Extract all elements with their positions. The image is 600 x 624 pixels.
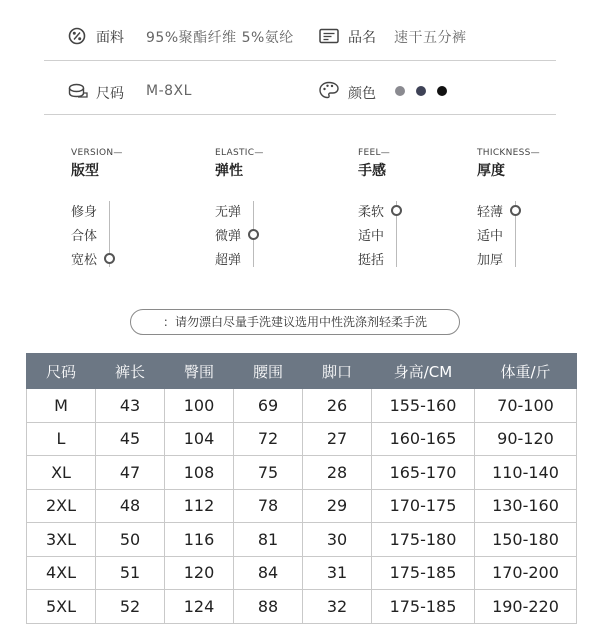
table-cell: 81 bbox=[234, 523, 303, 557]
size-chart-header: 尺码 bbox=[27, 354, 96, 389]
table-cell: 150-180 bbox=[475, 523, 577, 557]
table-cell: 72 bbox=[234, 422, 303, 456]
color-swatch[interactable] bbox=[416, 86, 426, 96]
fabric-percent-icon bbox=[68, 27, 86, 45]
attribute-option: 适中 bbox=[477, 229, 504, 244]
table-cell: 88 bbox=[234, 590, 303, 624]
attribute-en-label: FEEL— bbox=[358, 148, 391, 158]
table-row bbox=[27, 422, 577, 456]
size-chart-body bbox=[27, 389, 577, 624]
table-cell: 130-160 bbox=[475, 489, 577, 523]
table-row bbox=[27, 523, 577, 557]
table-cell: 170-200 bbox=[475, 556, 577, 590]
table-cell: 51 bbox=[96, 556, 165, 590]
divider bbox=[44, 60, 556, 61]
table-cell: 175-185 bbox=[372, 556, 475, 590]
attribute-zh-label: 弹性 bbox=[215, 163, 243, 179]
table-cell: 43 bbox=[96, 389, 165, 423]
table-row bbox=[27, 590, 577, 624]
attribute-zh-label: 厚度 bbox=[477, 163, 505, 179]
table-cell: M bbox=[27, 389, 96, 423]
attribute-selected-marker bbox=[510, 205, 521, 216]
attribute-zh-label: 版型 bbox=[71, 163, 99, 179]
measuring-tape-icon bbox=[68, 82, 88, 100]
product-name-label: 品名 bbox=[348, 30, 376, 46]
table-cell: 30 bbox=[303, 523, 372, 557]
table-cell: 175-180 bbox=[372, 523, 475, 557]
table-cell: 4XL bbox=[27, 556, 96, 590]
table-cell: 52 bbox=[96, 590, 165, 624]
table-cell: 31 bbox=[303, 556, 372, 590]
table-cell: 110-140 bbox=[475, 456, 577, 490]
table-cell: 70-100 bbox=[475, 389, 577, 423]
size-chart-header-row bbox=[27, 354, 577, 389]
size-chart-header: 身高/CM bbox=[372, 354, 475, 389]
color-swatch[interactable] bbox=[437, 86, 447, 96]
size-chart-header: 脚口 bbox=[303, 354, 372, 389]
table-cell: L bbox=[27, 422, 96, 456]
fabric-label: 面料 bbox=[96, 30, 124, 46]
care-instructions-note: ：请勿漂白尽量手洗建议选用中性洗涤剂轻柔手洗 bbox=[130, 309, 460, 335]
size-chart-header: 裤长 bbox=[96, 354, 165, 389]
attribute-option: 无弹 bbox=[215, 205, 242, 220]
table-cell: 155-160 bbox=[372, 389, 475, 423]
color-label: 颜色 bbox=[348, 86, 376, 102]
size-label: 尺码 bbox=[96, 86, 124, 102]
product-name-value: 速干五分裤 bbox=[394, 30, 467, 46]
fabric-value: 95%聚酯纤维 5%氨纶 bbox=[146, 30, 294, 46]
table-cell: 2XL bbox=[27, 489, 96, 523]
table-cell: 29 bbox=[303, 489, 372, 523]
attribute-en-label: VERSION— bbox=[71, 148, 123, 158]
table-cell: 116 bbox=[165, 523, 234, 557]
table-cell: 47 bbox=[96, 456, 165, 490]
table-cell: 78 bbox=[234, 489, 303, 523]
palette-icon bbox=[319, 81, 339, 99]
size-chart-header: 体重/斤 bbox=[475, 354, 577, 389]
table-cell: 124 bbox=[165, 590, 234, 624]
table-cell: 3XL bbox=[27, 523, 96, 557]
table-cell: 108 bbox=[165, 456, 234, 490]
attribute-en-label: ELASTIC— bbox=[215, 148, 264, 158]
attribute-option: 微弹 bbox=[215, 229, 242, 244]
product-card-icon bbox=[319, 28, 339, 44]
table-cell: 112 bbox=[165, 489, 234, 523]
attribute-zh-label: 手感 bbox=[358, 163, 386, 179]
table-cell: 190-220 bbox=[475, 590, 577, 624]
color-swatch[interactable] bbox=[395, 86, 405, 96]
attribute-option: 柔软 bbox=[358, 205, 385, 220]
table-cell: 50 bbox=[96, 523, 165, 557]
table-cell: 120 bbox=[165, 556, 234, 590]
table-cell: 100 bbox=[165, 389, 234, 423]
table-row bbox=[27, 389, 577, 423]
attribute-option: 加厚 bbox=[477, 253, 504, 268]
attribute-option: 轻薄 bbox=[477, 205, 504, 220]
table-cell: 170-175 bbox=[372, 489, 475, 523]
table-cell: 165-170 bbox=[372, 456, 475, 490]
table-row bbox=[27, 456, 577, 490]
table-cell: 28 bbox=[303, 456, 372, 490]
attribute-en-label: THICKNESS— bbox=[477, 148, 540, 158]
table-cell: 84 bbox=[234, 556, 303, 590]
table-cell: 160-165 bbox=[372, 422, 475, 456]
table-cell: 75 bbox=[234, 456, 303, 490]
table-cell: 45 bbox=[96, 422, 165, 456]
table-cell: 90-120 bbox=[475, 422, 577, 456]
attribute-selected-marker bbox=[104, 253, 115, 264]
size-chart-header: 臀围 bbox=[165, 354, 234, 389]
attribute-option: 修身 bbox=[71, 205, 98, 220]
table-cell: 27 bbox=[303, 422, 372, 456]
size-value: M-8XL bbox=[146, 83, 192, 99]
attribute-option: 挺括 bbox=[358, 253, 385, 268]
table-row bbox=[27, 556, 577, 590]
table-cell: 26 bbox=[303, 389, 372, 423]
attribute-selected-marker bbox=[391, 205, 402, 216]
size-chart-table bbox=[26, 353, 577, 624]
attribute-option: 超弹 bbox=[215, 253, 242, 268]
table-cell: 175-185 bbox=[372, 590, 475, 624]
table-cell: 48 bbox=[96, 489, 165, 523]
attribute-option: 宽松 bbox=[71, 253, 98, 268]
table-row bbox=[27, 489, 577, 523]
table-cell: 69 bbox=[234, 389, 303, 423]
table-cell: 32 bbox=[303, 590, 372, 624]
table-cell: 104 bbox=[165, 422, 234, 456]
attribute-selected-marker bbox=[248, 229, 259, 240]
attribute-option: 合体 bbox=[71, 229, 98, 244]
table-cell: 5XL bbox=[27, 590, 96, 624]
attribute-option: 适中 bbox=[358, 229, 385, 244]
size-chart-header: 腰围 bbox=[234, 354, 303, 389]
table-cell: XL bbox=[27, 456, 96, 490]
divider bbox=[44, 114, 556, 115]
